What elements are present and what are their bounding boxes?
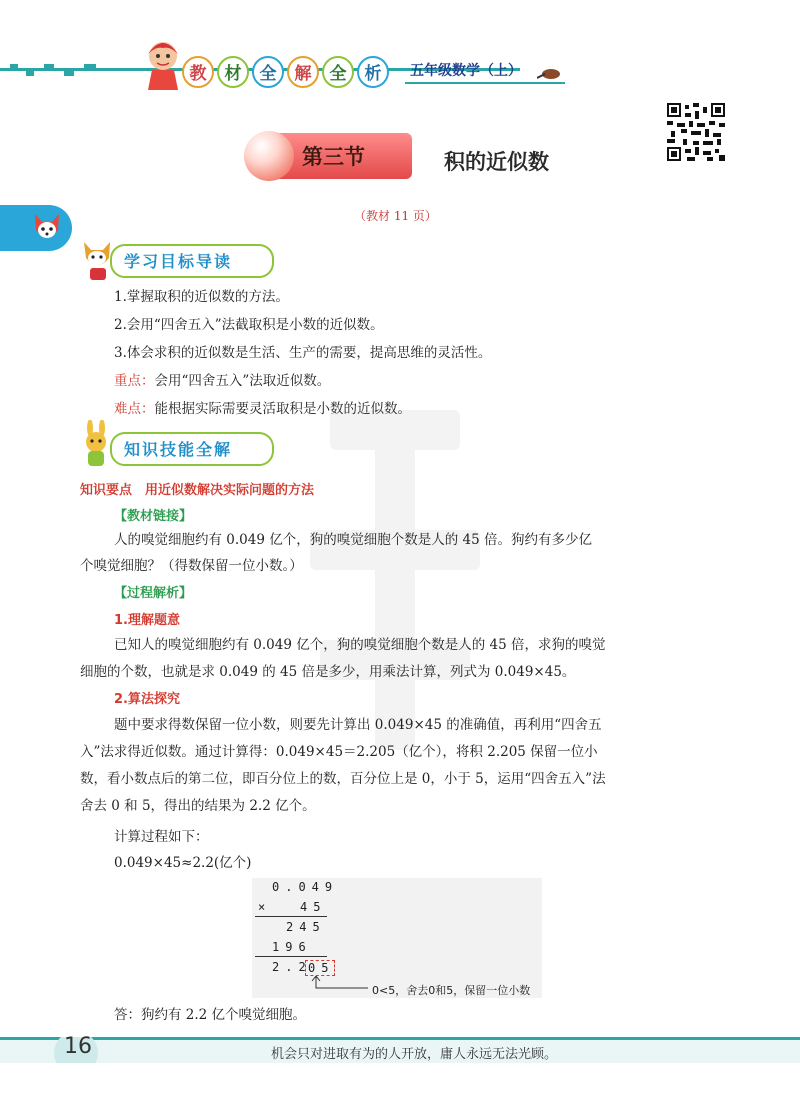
step2-line: 入”法求得近似数。通过计算得：0.049×45＝2.205（亿个），将积 2.205 保留一位小 — [80, 744, 598, 760]
step1-line: 细胞的个数，也就是求 0.049 的 45 倍是多少，用乘法计算，列式为 0.049×45。 — [80, 664, 576, 680]
analysis-label: 【过程解析】 — [114, 586, 193, 601]
calculation-panel — [252, 878, 542, 998]
step1-title: 1.理解题意 — [114, 613, 180, 628]
fox-face-icon — [32, 210, 62, 244]
brush-icon — [537, 66, 561, 80]
page-number: 16 — [64, 1034, 92, 1059]
book-title — [182, 56, 389, 88]
calc-times-sign: × — [258, 900, 272, 914]
calc-result-dropped: 05 — [305, 960, 335, 976]
step2-title: 2.算法探究 — [114, 692, 180, 707]
section-ball-icon — [244, 131, 294, 181]
step2-line: 舍去 0 和 5，得出的结果为 2.2 亿个。 — [80, 798, 316, 814]
title-char: 全 — [322, 56, 354, 88]
difficulty-point — [114, 397, 411, 421]
footer-motto: 机会只对进取有为的人开放，庸人永远无法光顾。 — [271, 1047, 558, 1062]
key-label: 重点： — [114, 373, 155, 389]
title-char: 教 — [182, 56, 214, 88]
rabbit-mascot-icon — [78, 420, 114, 468]
section-label: 第三节 — [302, 144, 365, 169]
answer: 答：狗约有 2.2 亿个嗅觉细胞。 — [114, 1007, 307, 1023]
goal-item: 1.掌握取积的近似数的方法。 — [114, 289, 289, 305]
calc-row-multiplier: 45 — [300, 900, 327, 914]
title-char: 全 — [252, 56, 284, 88]
title-char: 析 — [357, 56, 389, 88]
calc-intro: 计算过程如下： — [114, 829, 209, 845]
problem-line: 人的嗅觉细胞约有 0.049 亿个，狗的嗅觉细胞个数是人的 45 倍。狗约有多少亿 — [114, 532, 592, 548]
step1-line: 已知人的嗅觉细胞约有 0.049 亿个，狗的嗅觉细胞个数是人的 45 倍，求狗的嗅觉 — [114, 637, 606, 653]
goals-banner-title: 学习目标导读 — [124, 252, 233, 271]
calc-rule — [255, 916, 327, 917]
calc-note: 0<5，舍去0和5，保留一位小数 — [372, 984, 531, 997]
title-char: 材 — [217, 56, 249, 88]
goal-item: 3.体会求积的近似数是生活、生产的需要，提高思维的灵活性。 — [114, 345, 492, 361]
annotation-arrow-icon — [310, 976, 374, 992]
goal-item: 2.会用“四舍五入”法截取积是小数的近似数。 — [114, 317, 384, 333]
grade-label: 五年级数学（上） — [410, 63, 522, 79]
step2-line: 题中要求得数保留一位小数，则要先计算出 0.049×45 的准确值，再利用“四舍五 — [114, 717, 602, 733]
problem-line: 个嗅觉细胞？（得数保留一位小数。） — [80, 558, 303, 574]
textbook-reference: （教材 11 页） — [354, 209, 437, 223]
qr-code-icon — [667, 103, 725, 161]
calc-partial-product: 245 — [286, 920, 326, 934]
section-title: 积的近似数 — [444, 149, 549, 174]
step2-line: 数，看小数点后的第二位，即百分位上的数，百分位上是 0，小于 5，运用“四舍五入”法 — [80, 771, 606, 787]
knowledge-point-title: 知识要点 用近似数解决实际问题的方法 — [80, 483, 315, 498]
difficulty-text: 能根据实际需要灵活取积是小数的近似数。 — [154, 401, 411, 417]
calc-formula: 0.049×45≈2.2(亿个) — [114, 855, 252, 871]
calc-result-kept: 2.2 — [272, 960, 312, 974]
calc-row-multiplicand: 0.049 — [272, 880, 339, 894]
key-point — [114, 369, 330, 393]
difficulty-label: 难点： — [114, 401, 155, 417]
mascot-girl-icon — [140, 36, 186, 92]
calc-rule — [255, 956, 327, 957]
header-underline — [405, 82, 565, 84]
calc-partial-product: 196 — [272, 940, 312, 954]
knowledge-banner-title: 知识技能全解 — [124, 440, 233, 459]
title-char: 解 — [287, 56, 319, 88]
link-label: 【教材链接】 — [114, 509, 193, 524]
key-text: 会用“四舍五入”法取近似数。 — [154, 373, 331, 389]
